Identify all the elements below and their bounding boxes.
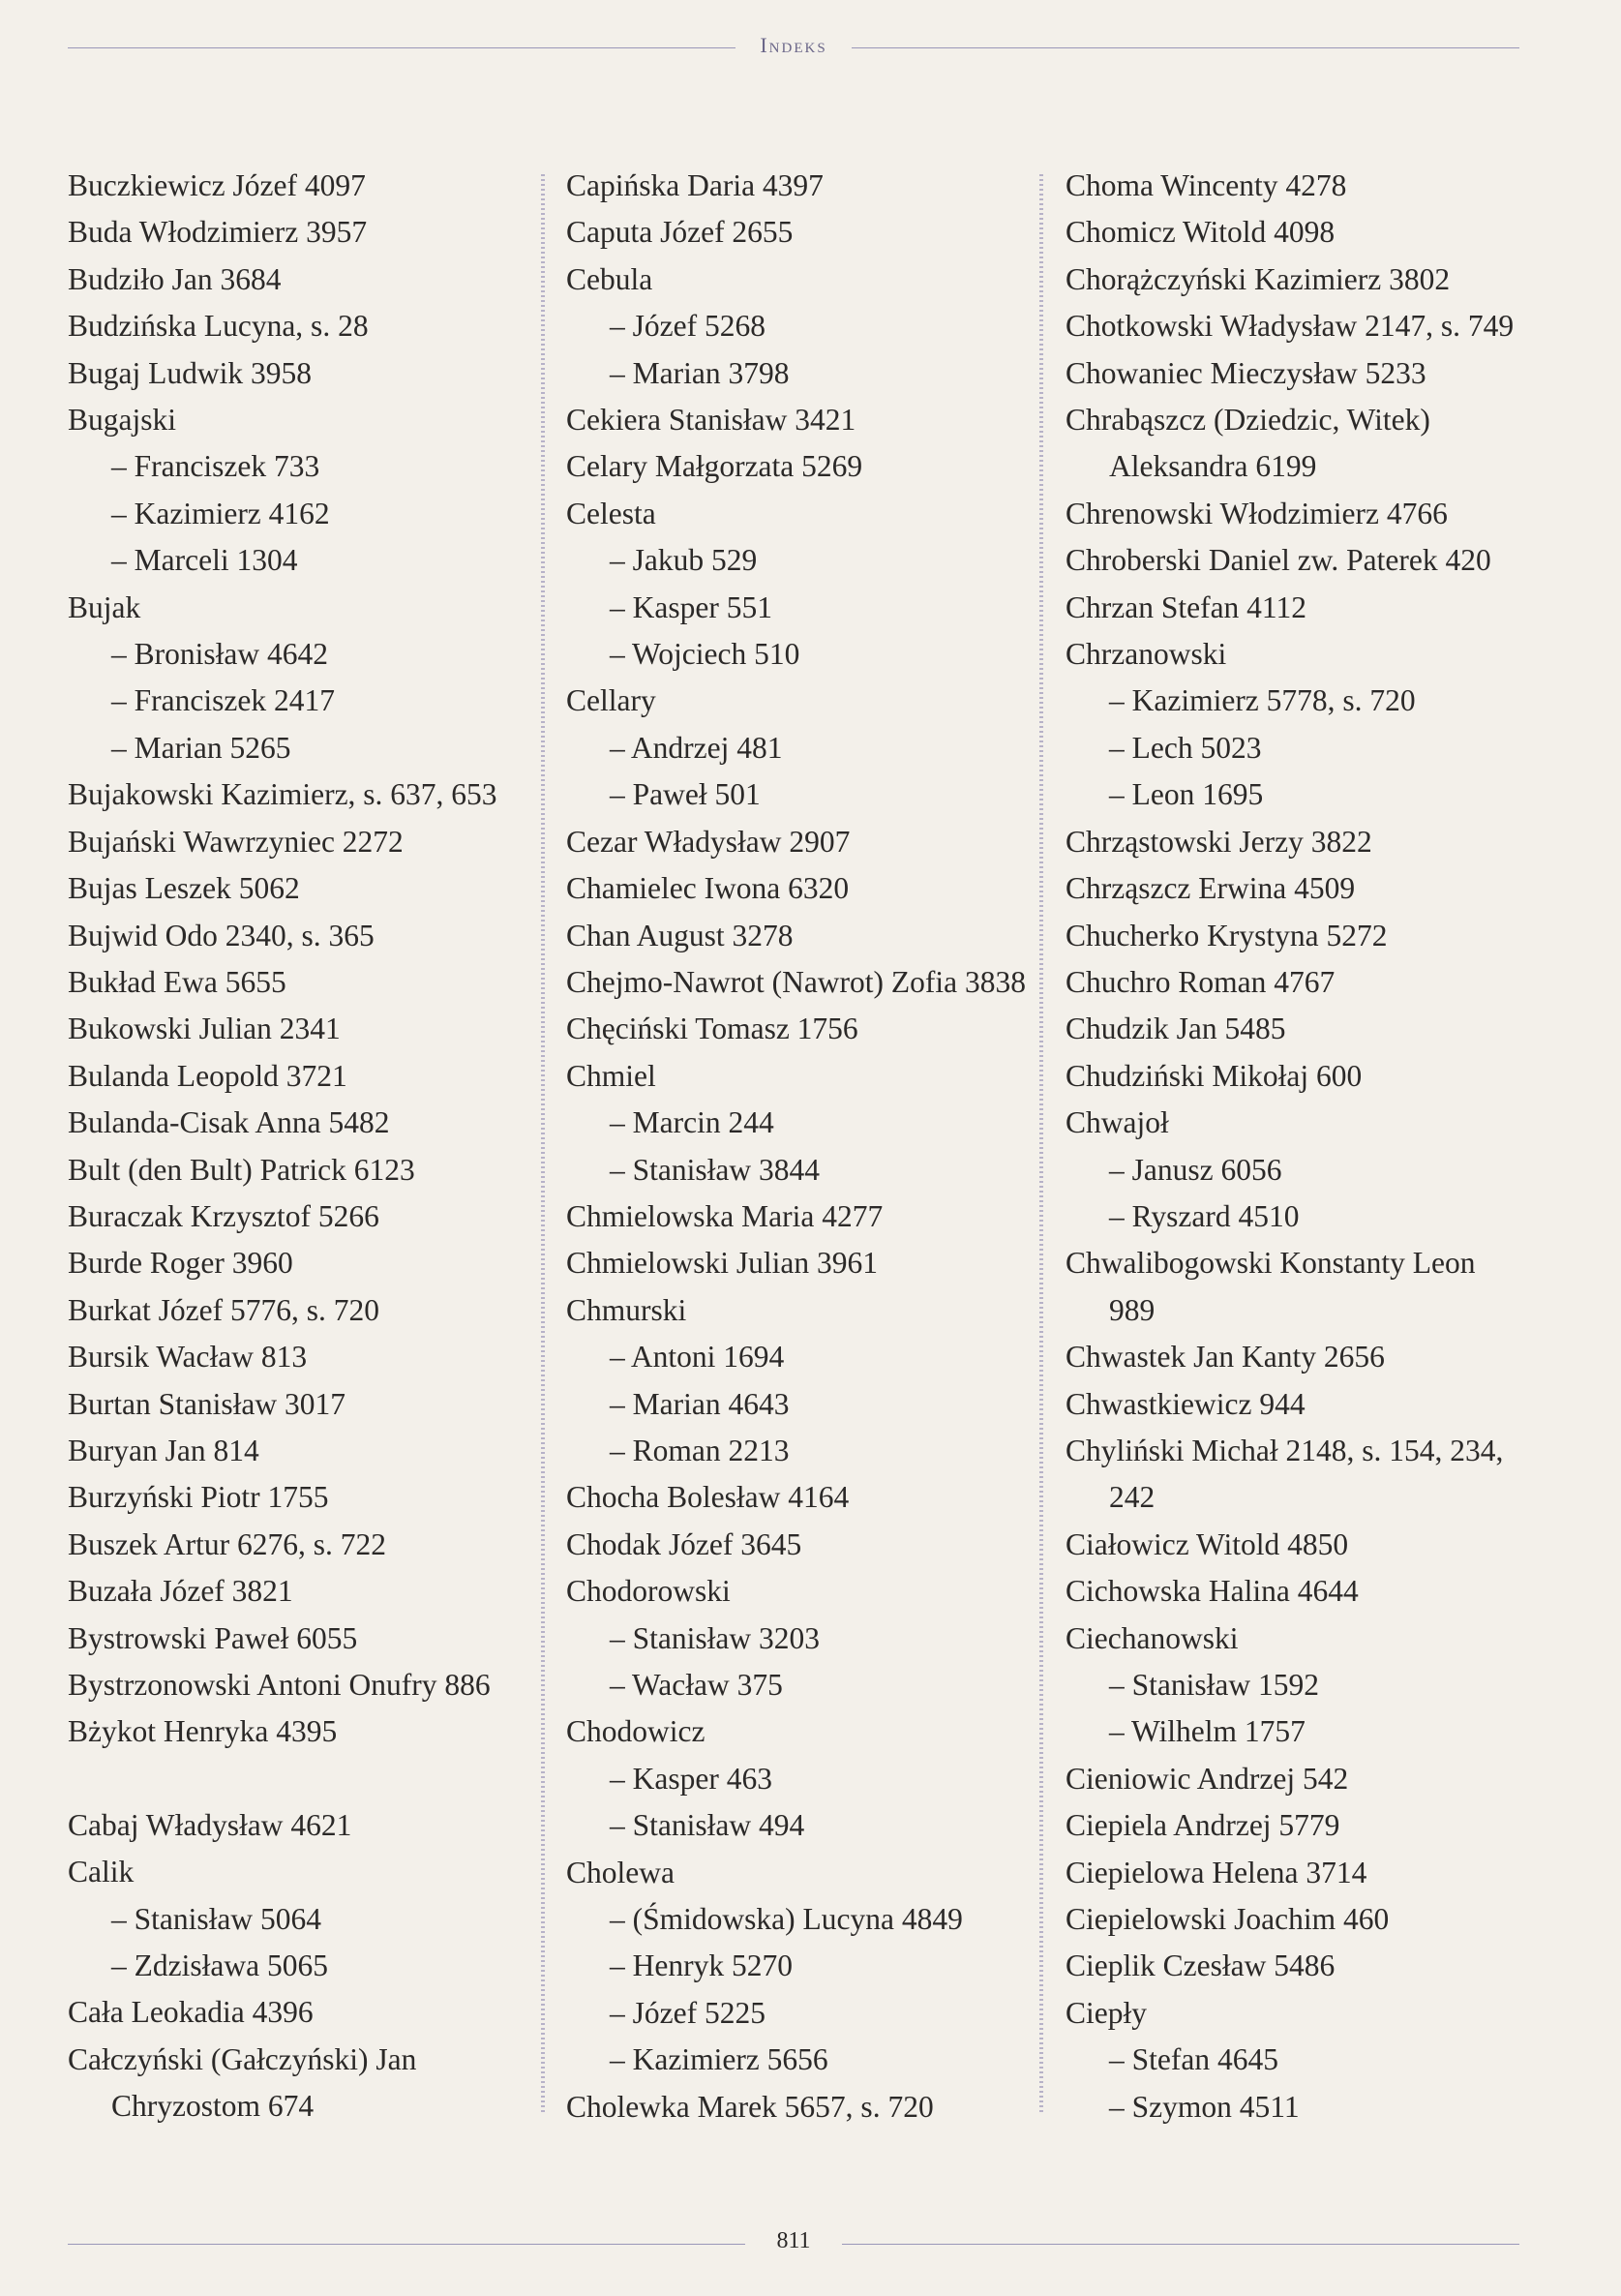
index-subentry: – Stanisław 1592: [1109, 1668, 1319, 1702]
page-header: [68, 29, 1519, 68]
column-divider-1: [541, 174, 545, 2115]
index-entry: Cekiera Stanisław 3421: [566, 403, 856, 438]
index-entry: Ciechanowski: [1066, 1620, 1239, 1655]
index-entry: Budziło Jan 3684: [68, 261, 282, 296]
index-entry: Bystrzonowski Antoni Onufry 886: [68, 1668, 491, 1702]
page-number: 811: [776, 2228, 811, 2253]
index-entry: Buryan Jan 814: [68, 1433, 259, 1467]
index-subentry: – Ryszard 4510: [1109, 1198, 1300, 1233]
index-entry: Choma Wincenty 4278: [1066, 168, 1347, 202]
index-subentry: – Wacław 375: [610, 1668, 783, 1702]
index-entry: Chamielec Iwona 6320: [566, 871, 850, 906]
index-entry: Ciepielowa Helena 3714: [1066, 1855, 1367, 1889]
index-entry: Chmielowski Julian 3961: [566, 1246, 878, 1281]
footer-rule-right: [842, 2244, 1519, 2245]
index-entry: Bujakowski Kazimierz, s. 637, 653: [68, 777, 497, 812]
index-entry-continuation: Aleksandra 6199: [1109, 449, 1317, 484]
index-column-2: [566, 163, 1050, 2130]
index-entry: Ciepiela Andrzej 5779: [1066, 1808, 1340, 1843]
index-entry: Chomicz Witold 4098: [1066, 215, 1336, 250]
index-entry: Cała Leokadia 4396: [68, 1995, 314, 2030]
index-entry: Cezar Władysław 2907: [566, 824, 851, 859]
index-entry: Chmiel: [566, 1058, 656, 1093]
index-subentry: – Zdzisława 5065: [111, 1949, 328, 1983]
index-subentry: – Kazimierz 5778, s. 720: [1109, 683, 1416, 718]
index-entry: Chodak Józef 3645: [566, 1526, 802, 1561]
index-entry: Chęciński Tomasz 1756: [566, 1012, 858, 1046]
index-entry: Cholewa: [566, 1855, 675, 1889]
header-rule-right: [852, 47, 1519, 48]
index-entry: Cebula: [566, 261, 653, 296]
index-entry: Buszek Artur 6276, s. 722: [68, 1526, 386, 1561]
index-subentry: – Marcin 244: [610, 1105, 774, 1140]
index-entry: Bystrowski Paweł 6055: [68, 1620, 358, 1655]
index-entry: Buczkiewicz Józef 4097: [68, 168, 366, 202]
index-entry: Bugajski: [68, 403, 177, 438]
page-footer: [68, 2226, 1519, 2265]
index-entry: Bult (den Bult) Patrick 6123: [68, 1152, 415, 1187]
index-subentry: – Henryk 5270: [610, 1949, 793, 1983]
index-entry: Chowaniec Mieczysław 5233: [1066, 355, 1426, 390]
index-subentry: – Franciszek 2417: [111, 683, 335, 718]
index-subentry: – Marian 4643: [610, 1386, 790, 1421]
index-entry: Chudzik Jan 5485: [1066, 1012, 1286, 1046]
index-entry: Bżykot Henryka 4395: [68, 1714, 338, 1749]
index-entry: Chudziński Mikołaj 600: [1066, 1058, 1363, 1093]
index-entry: Chrzan Stefan 4112: [1066, 589, 1307, 624]
index-entry: Cholewka Marek 5657, s. 720: [566, 2089, 934, 2124]
index-entry: Burzyński Piotr 1755: [68, 1480, 329, 1515]
index-entry: Bujwid Odo 2340, s. 365: [68, 918, 375, 952]
header-rule-left: [68, 47, 735, 48]
index-entry: Bukowski Julian 2341: [68, 1012, 341, 1046]
index-entry: Cieniowic Andrzej 542: [1066, 1761, 1349, 1796]
index-entry: Chorążczyński Kazimierz 3802: [1066, 261, 1451, 296]
index-entry: Bujas Leszek 5062: [68, 871, 300, 906]
index-entry: Chrenowski Włodzimierz 4766: [1066, 496, 1448, 530]
index-subentry: – Wojciech 510: [610, 637, 800, 672]
index-subentry: – Janusz 6056: [1109, 1152, 1282, 1187]
index-entry: Chwastkiewicz 944: [1066, 1386, 1306, 1421]
index-entry: Bugaj Ludwik 3958: [68, 355, 312, 390]
column-divider-2: [1039, 174, 1043, 2115]
index-subentry: – Józef 5268: [610, 309, 765, 344]
index-entry: Chocha Bolesław 4164: [566, 1480, 850, 1515]
index-subentry: – Leon 1695: [1109, 777, 1264, 812]
index-subentry: – Roman 2213: [610, 1433, 790, 1467]
index-subentry: – Kazimierz 5656: [610, 2042, 828, 2077]
index-entry: Burtan Stanisław 3017: [68, 1386, 345, 1421]
footer-rule-left: [68, 2244, 745, 2245]
index-entry: Celary Małgorzata 5269: [566, 449, 863, 484]
index-subentry: – Marian 3798: [610, 355, 790, 390]
index-subentry: – Kasper 463: [610, 1761, 772, 1796]
index-entry-continuation: 242: [1109, 1480, 1156, 1515]
index-subentry: – Andrzej 481: [610, 730, 783, 765]
index-entry-continuation: 989: [1109, 1292, 1156, 1327]
index-entry: Ciepły: [1066, 1995, 1147, 2030]
index-subentry: – Stanisław 3844: [610, 1152, 820, 1187]
index-entry: Chmielowska Maria 4277: [566, 1198, 884, 1233]
index-subentry: – Paweł 501: [610, 777, 761, 812]
index-entry: Budzińska Lucyna, s. 28: [68, 309, 369, 344]
index-entry: Chwastek Jan Kanty 2656: [1066, 1340, 1385, 1375]
index-entry: Ciałowicz Witold 4850: [1066, 1526, 1349, 1561]
index-entry: Całczyński (Gałczyński) Jan: [68, 2041, 417, 2076]
index-subentry: – Stanisław 5064: [111, 1901, 321, 1936]
index-entry: Caputa Józef 2655: [566, 215, 794, 250]
index-entry: Bujak: [68, 589, 141, 624]
index-entry: Ciepielowski Joachim 460: [1066, 1902, 1390, 1937]
index-entry: Chodowicz: [566, 1714, 705, 1749]
running-head: Indeks: [760, 33, 827, 57]
index-subentry: – Antoni 1694: [610, 1340, 785, 1375]
index-entry: Chyliński Michał 2148, s. 154, 234,: [1066, 1433, 1504, 1467]
index-subentry: – Bronisław 4642: [111, 637, 328, 672]
index-entry: Buraczak Krzysztof 5266: [68, 1198, 379, 1233]
index-entry: Chwalibogowski Konstanty Leon: [1066, 1246, 1476, 1281]
index-entry: Bursik Wacław 813: [68, 1340, 308, 1375]
index-entry: Cieplik Czesław 5486: [1066, 1949, 1336, 1983]
index-entry: Bulanda-Cisak Anna 5482: [68, 1105, 390, 1140]
index-subentry: – Kasper 551: [610, 589, 772, 624]
index-entry: Chroberski Daniel zw. Paterek 420: [1066, 543, 1491, 578]
index-subentry: – Szymon 4511: [1109, 2089, 1300, 2124]
index-entry: Burkat Józef 5776, s. 720: [68, 1292, 379, 1327]
index-column-1: [68, 163, 552, 2130]
index-subentry: – Marian 5265: [111, 730, 291, 765]
index-entry: Bukład Ewa 5655: [68, 964, 286, 999]
index-entry: Chrząszcz Erwina 4509: [1066, 871, 1356, 906]
index-entry: Chucherko Krystyna 5272: [1066, 918, 1388, 952]
index-entry: Chotkowski Władysław 2147, s. 749: [1066, 309, 1515, 344]
index-entry-continuation: Chryzostom 674: [111, 2089, 315, 2124]
index-entry: Chwajoł: [1066, 1105, 1169, 1140]
index-subentry: – (Śmidowska) Lucyna 4849: [610, 1902, 963, 1937]
index-subentry: – Jakub 529: [610, 543, 758, 578]
index-entry: Chmurski: [566, 1292, 687, 1327]
index-entry: Chuchro Roman 4767: [1066, 964, 1336, 999]
index-entry: Buda Włodzimierz 3957: [68, 215, 368, 250]
index-entry: Bujański Wawrzyniec 2272: [68, 824, 404, 859]
index-entry: Buzała Józef 3821: [68, 1574, 293, 1609]
index-subentry: – Kazimierz 4162: [111, 496, 330, 530]
index-entry: Bulanda Leopold 3721: [68, 1058, 347, 1093]
index-entry: Chejmo-Nawrot (Nawrot) Zofia 3838: [566, 964, 1026, 999]
index-entry: Capińska Daria 4397: [566, 168, 824, 202]
index-entry: Chrząstowski Jerzy 3822: [1066, 824, 1372, 859]
index-entry: Chan August 3278: [566, 918, 794, 952]
index-entry: Chrabąszcz (Dziedzic, Witek): [1066, 403, 1430, 438]
index-column-3: [1066, 163, 1549, 2130]
index-entry: Burde Roger 3960: [68, 1246, 293, 1281]
index-entry: Cellary: [566, 683, 656, 718]
index-entry: Calik: [68, 1855, 135, 1889]
index-entry: Chodorowski: [566, 1574, 731, 1609]
index-subentry: – Franciszek 733: [111, 449, 320, 484]
index-entry: Cabaj Władysław 4621: [68, 1807, 352, 1842]
index-entry: Cichowska Halina 4644: [1066, 1574, 1359, 1609]
index-subentry: – Lech 5023: [1109, 730, 1262, 765]
index-entry: Chrzanowski: [1066, 637, 1227, 672]
index-subentry: – Marceli 1304: [111, 543, 298, 578]
index-subentry: – Wilhelm 1757: [1109, 1714, 1306, 1749]
index-entry: Celesta: [566, 496, 656, 530]
index-subentry: – Stefan 4645: [1109, 2042, 1278, 2077]
index-subentry: – Stanisław 494: [610, 1808, 805, 1843]
index-subentry: – Józef 5225: [610, 1995, 765, 2030]
index-subentry: – Stanisław 3203: [610, 1620, 820, 1655]
